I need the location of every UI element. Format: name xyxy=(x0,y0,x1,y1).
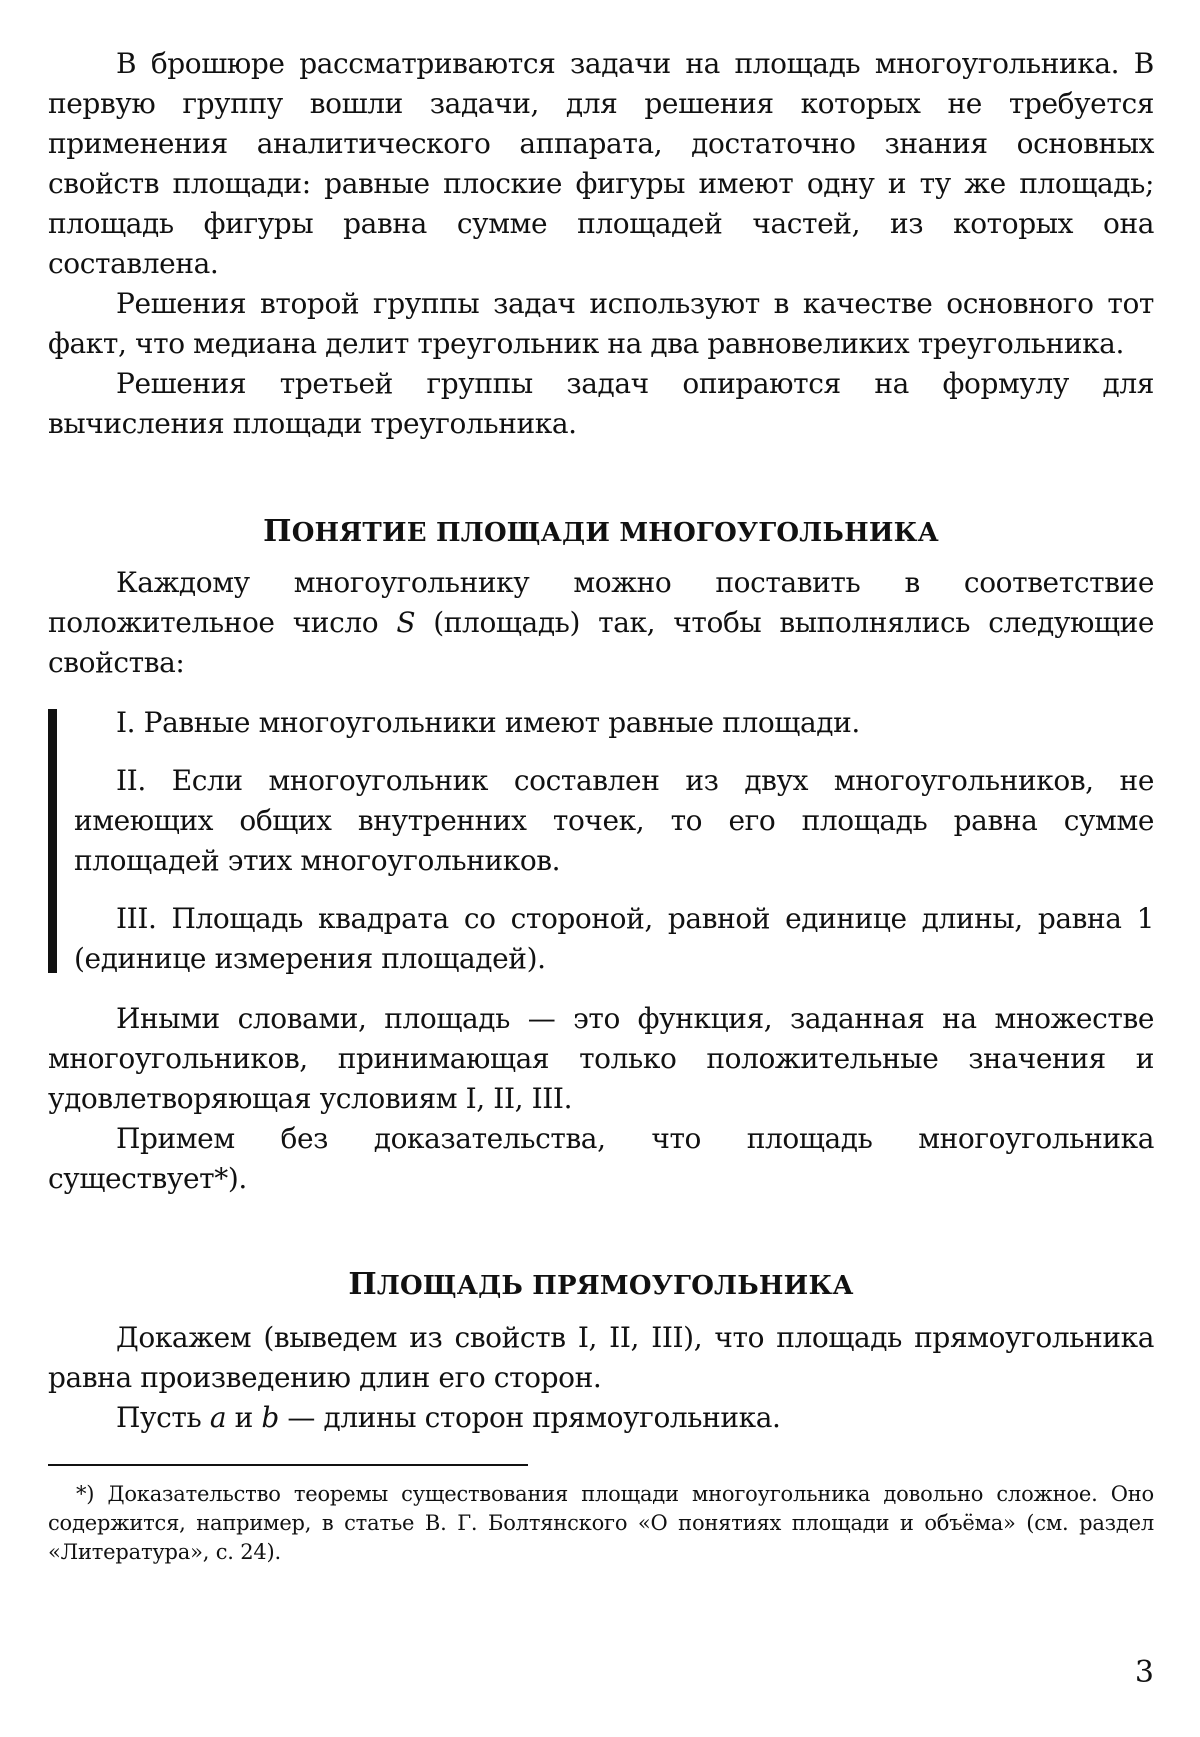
properties-block xyxy=(48,703,1154,979)
section1-paragraph-2: Иными словами, площадь — это функция, заданная на множестве многоугольников, принимающая только положительные значения и удовлетворяющая условиям I, II, III. xyxy=(48,1002,1154,1115)
page-content xyxy=(48,44,1154,1567)
text-run: Каждому многоугольнику можно поставить в соответствие положительное число xyxy=(48,566,1154,639)
text-run: Пусть xyxy=(116,1401,210,1434)
intro-paragraph-3: Решения третьей группы задач опираются на формулу для вычисления площади треугольника. xyxy=(48,367,1154,440)
heading-cap: П xyxy=(263,514,292,549)
text-run: — длины сторон прямоугольника. xyxy=(278,1401,781,1434)
section2-paragraph-2 xyxy=(48,1398,1154,1438)
text-run: и xyxy=(226,1401,262,1434)
property-2: II. Если многоугольник составлен из двух многоугольников, не имеющих общих внутренних точек, то его площадь равна сумме площадей этих многоугольников. xyxy=(74,764,1154,877)
intro-paragraph-2: Решения второй группы задач используют в качестве основного тот факт, что медиана делит треугольник на два равновеликих треугольника. xyxy=(48,287,1154,360)
section2-paragraph-1: Докажем (выведем из свойств I, II, III), что площадь прямоугольника равна произведению длин его сторон. xyxy=(48,1321,1154,1394)
section1-paragraph-3: Примем без доказательства, что площадь многоугольника существует*). xyxy=(48,1122,1154,1195)
section1-paragraph-1 xyxy=(48,563,1154,683)
variable-s: S xyxy=(396,606,416,639)
variable-a: a xyxy=(209,1401,227,1434)
property-3: III. Площадь квадрата со стороной, равной единице длины, равна 1 (единице измерения площадей). xyxy=(74,902,1154,975)
footnote: *) Доказательство теоремы существования площади многоугольника довольно сложное. Оно содержится, например, в статье В. Г. Болтянского «О понятиях площади и объёма» (см. раздел «Литература», с. 24). xyxy=(48,1482,1154,1564)
text-run: (площадь) так, чтобы выполнялись следующие свойства: xyxy=(48,606,1155,679)
heading-rest: ЛОЩАДЬ ПРЯМОУГОЛЬНИКА xyxy=(376,1271,854,1301)
page-number: 3 xyxy=(1134,1655,1154,1690)
heading-rest: ОНЯТИЕ ПЛОЩАДИ МНОГОУГОЛЬНИКА xyxy=(291,518,939,548)
heading-cap: П xyxy=(348,1267,377,1302)
side-bar xyxy=(48,709,57,973)
intro-paragraph-1: В брошюре рассматриваются задачи на площадь многоугольника. В первую группу вошли задачи, для решения которых не требуется применения аналитического аппарата, достаточно знания основных свойств площади: равные плоские фигуры имеют одну и ту же площадь; площадь фигуры равна сумме площадей частей, из которых она составлена. xyxy=(48,47,1154,280)
section-heading-rectangle-area xyxy=(48,1265,1154,1306)
variable-b: b xyxy=(261,1401,279,1434)
footnote-divider xyxy=(48,1464,528,1466)
property-1: I. Равные многоугольники имеют равные площади. xyxy=(116,706,860,739)
section-heading-polygon-area xyxy=(48,512,1154,553)
